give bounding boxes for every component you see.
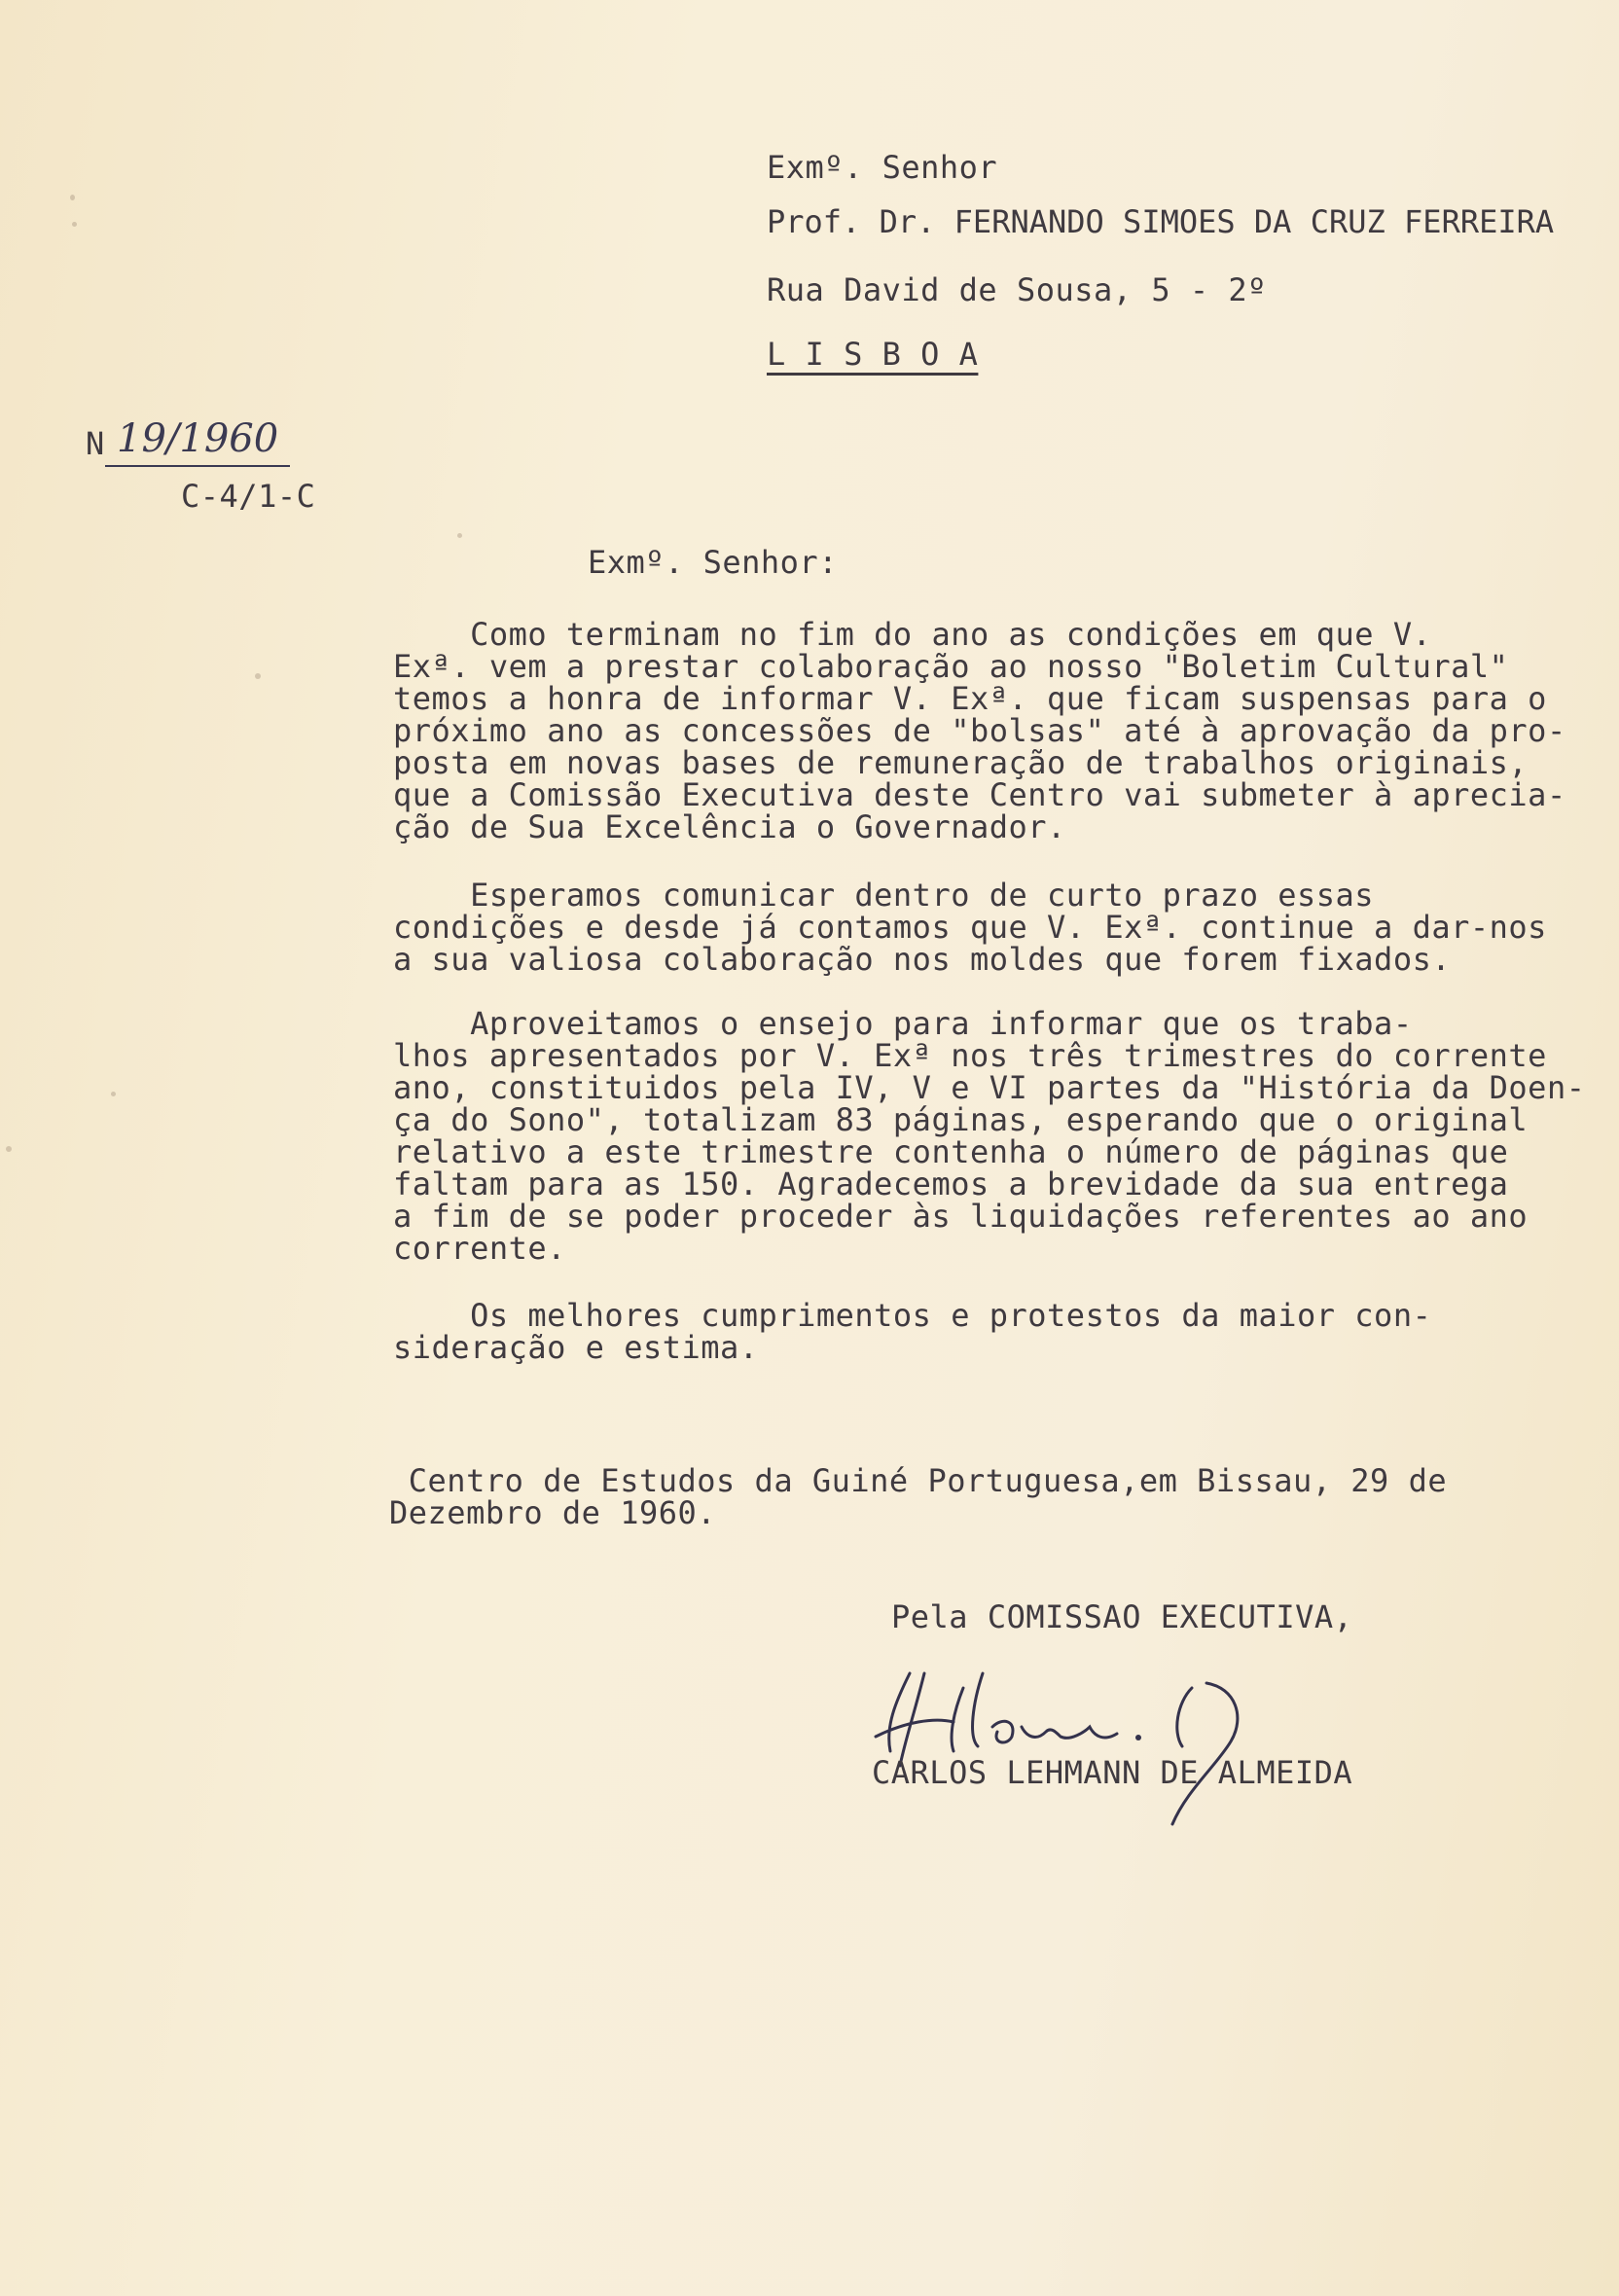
place-date-line: Dezembro de 1960. — [389, 1494, 717, 1531]
paragraph-line: Aproveitamos o ensejo para informar que os traba- — [393, 1005, 1413, 1042]
addressee-name: Prof. Dr. FERNANDO SIMOES DA CRUZ FERREIRA — [767, 203, 1555, 240]
paragraph-line: próximo ano as concessões de "bolsas" até à aprovação da pro- — [393, 712, 1566, 749]
signature-for-line: Pela COMISSAO EXECUTIVA, — [891, 1598, 1353, 1635]
paragraph-line: Como terminam no fim do ano as condições em que V. — [393, 616, 1432, 653]
reference-prefix: N — [86, 425, 105, 462]
paragraph-line: relativo a este trimestre contenha o número de páginas que — [393, 1133, 1509, 1170]
place-date-line: Centro de Estudos da Guiné Portuguesa,em Bissau, 29 de — [389, 1462, 1448, 1499]
paper-stain — [70, 195, 75, 200]
paragraph-line: Os melhores cumprimentos e protestos da maior con- — [393, 1297, 1432, 1334]
paragraph-line: sideração e estima. — [393, 1329, 759, 1366]
reference-code: C-4/1-C — [181, 478, 316, 515]
signer-name: CARLOS LEHMANN DE ALMEIDA — [872, 1754, 1353, 1791]
paragraph-line: a fim de se poder proceder às liquidações referentes ao ano — [393, 1198, 1529, 1235]
paragraph-line: faltam para as 150. Agradecemos a brevidade da sua entrega — [393, 1166, 1509, 1202]
handwritten-signature — [856, 1644, 1382, 1839]
paragraph-line: corrente. — [393, 1230, 566, 1267]
addressee-salutation: Exmº. Senhor — [767, 149, 998, 186]
greeting: Exmº. Senhor: — [588, 544, 838, 581]
paragraph-line: ça do Sono", totalizam 83 páginas, esperando que o original — [393, 1101, 1529, 1138]
paragraph-line: Esperamos comunicar dentro de curto prazo essas — [393, 877, 1375, 914]
paper-stain — [457, 533, 462, 538]
paragraph-line: ção de Sua Excelência o Governador. — [393, 808, 1066, 845]
addressee-city: L I S B O A — [767, 336, 979, 373]
paper-stain — [6, 1146, 12, 1152]
reference-number-handwritten: 19/1960 — [117, 416, 279, 461]
paragraph-line: posta em novas bases de remuneração de trabalhos originais, — [393, 744, 1529, 781]
addressee-street: Rua David de Sousa, 5 - 2º — [767, 271, 1267, 308]
paragraph-line: temos a honra de informar V. Exª. que ficam suspensas para o — [393, 680, 1547, 717]
paper-stain — [255, 673, 261, 679]
paper-stain — [111, 1092, 116, 1096]
reference-underline — [105, 465, 290, 467]
paragraph-line: lhos apresentados por V. Exª nos três trimestres do corrente — [393, 1037, 1547, 1074]
paper-stain — [72, 222, 77, 227]
paragraph-line: a sua valiosa colaboração nos moldes que forem fixados. — [393, 941, 1452, 978]
paragraph-line: que a Comissão Executiva deste Centro vai submeter à aprecia- — [393, 776, 1566, 813]
paragraph-line: condições e desde já contamos que V. Exª. continue a dar-nos — [393, 909, 1547, 946]
paragraph-line: ano, constituidos pela IV, V e VI partes da "História da Doen- — [393, 1069, 1586, 1106]
paragraph-line: Exª. vem a prestar colaboração ao nosso "Boletim Cultural" — [393, 648, 1509, 685]
